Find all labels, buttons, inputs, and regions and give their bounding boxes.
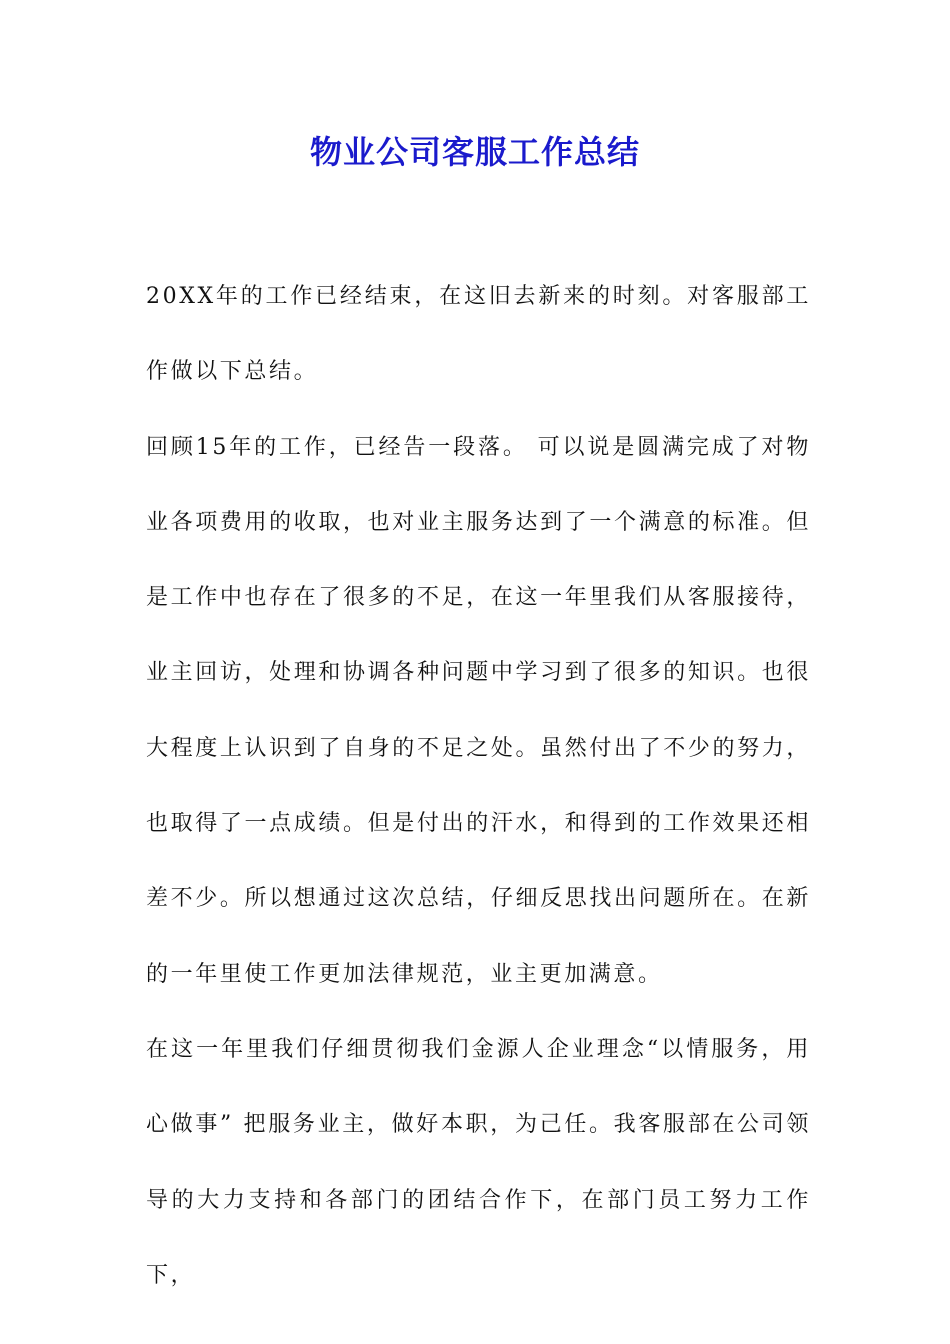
paragraph-intro: 20XX年的工作已经结束，在这旧去新来的时刻。对客服部工作做以下总结。 xyxy=(146,284,811,385)
document-body xyxy=(146,259,811,1313)
paragraph-review: 回顾15年的工作，已经告一段落。 可以说是圆满完成了对物业各项费用的收取，也对业主服务达到了一个满意的标准。但是工作中也存在了很多的不足，在这一年里我们从客服接待，业主回访，处理和协调各种问题中学习到了很多的知识。也很大程度上认识到了自身的不足之处。虽然付出了不少的努力，也取得了一点成绩。但是付出的汗水，和得到的工作效果还相差不少。所以想通过这次总结，仔细反思找出问题所在。在新的一年里使工作更加法律规范，业主更加满意。 xyxy=(146,434,811,987)
document-title: 物业公司客服工作总结 xyxy=(309,133,640,171)
paragraph-philosophy: 在这一年里我们仔细贯彻我们金源人企业理念“以情服务，用心做事” 把服务业主，做好本职，为己任。我客服部在公司领导的大力支持和各部门的团结合作下，在部门员工努力工作下， xyxy=(146,1036,811,1288)
